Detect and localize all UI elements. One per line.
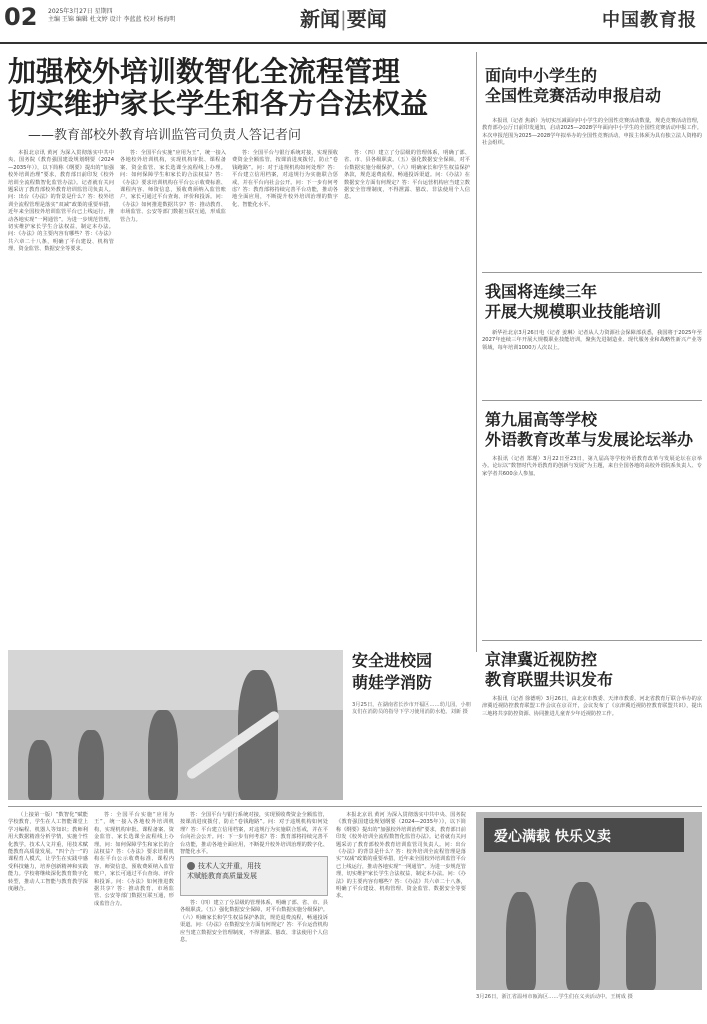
column-text: 答：全国平台实施“应用为王”，统一接入各地校外培训机构，实现机构审批、课程备案、资金监管、家长选课全流程线上办理。问：如何保障学生和家长的合法权益？答：《办法》要求培训机构在平台公示收费标准、课程内容、师资信息，预收费须纳入监管账户，家长可通过平台查询、评价和投诉。问：《办法》如何推进数据共享？答：推动教育、市场监管、公安等部门数据互联互通，形成监管合力。: [94, 812, 174, 907]
headline-line: 全国性竞赛活动申报启动: [485, 86, 662, 105]
column-text: 本报讯（记者 郑瑾）3月22日至23日，第九届高等学校外语教育改革与发展论坛在京举办。论坛以“数智时代外语教育的创新与发展”为主题，来自全国各地的高校外语院系负责人、专家学者共600余人参加。: [482, 456, 702, 477]
lead-subtitle: ——教育部校外教育培训监管司负责人答记者问: [28, 128, 302, 143]
photo-story-title: [352, 650, 432, 694]
issue-meta: [48, 8, 218, 24]
column-text: 答：全国平台与银行系统对接，实现预收费资金全额监管，按课消进度拨付，防止“卷钱跑路”。问：对于违规机构如何处理？答：平台建立信用档案，对违规行为实施联合惩戒，并在平台向社会公开。问：下一步有何考虑？答：教育部将持续完善平台功能，推动各地全面应用，不断提升校外培训治理的数字化、智能化水平。: [232, 150, 338, 208]
photo-title-line: 萌娃学消防: [352, 673, 433, 692]
pull-quote: [180, 856, 328, 896]
column-text: （上接第一版）“数智化”赋能学校教育，学生在人工智能课堂上学习编程、机器人等知识；教师利用大数据精准分析学情，实施个性化教学。技术人文并重，用技术赋能教育高质量发展。“四个合一”的课程育人模式，让学生在实践中感受科技魅力，培养创新精神和实践能力。学校将继续深化教育数字化转型，推动人工智能与教育教学深度融合。: [8, 812, 88, 893]
column-text: 本报讯（记者 徐德明）3月26日，由北京市教委、天津市教委、河北省教育厅联合举办的京津冀近视防控教育联盟工作会议在京召开，会议发布了《京津冀近视防控教育联盟共识》，提出三地将共享防控资源、协同推进儿童青少年近视防控工作。: [482, 696, 702, 717]
fire-safety-photo: [8, 650, 343, 800]
headline-line: 我国将连续三年: [485, 282, 598, 301]
article-body-myopia: [482, 696, 702, 804]
article-divider: [482, 640, 702, 641]
article-body-training: [482, 330, 702, 400]
article-headline-competition: [485, 66, 700, 106]
section-name-2: 要闻: [346, 7, 387, 31]
column-divider: [476, 52, 477, 652]
section-title: 新闻|要闻: [300, 7, 387, 31]
editor-credits: 主编 王锦 编辑 杜文婷 设计 李蓝蓝 校对 杨海明: [48, 16, 176, 23]
headline-line: 开展大规模职业技能培训: [485, 302, 662, 321]
newspaper-logo: 中国教育报: [602, 10, 697, 31]
headline-line: 面向中小学生的: [485, 66, 598, 85]
page-number: 02: [4, 3, 38, 31]
article-headline-training: [485, 282, 700, 322]
article-divider: [482, 272, 702, 273]
pull-quote-text: 术赋能教育高质量发展: [187, 872, 257, 880]
pull-quote-text: 技术人文并重，用技: [198, 862, 261, 870]
bottom-column-5: [336, 812, 466, 1017]
child-figure: [78, 730, 104, 800]
column-text: 新华社北京3月26日电（记者 姜琳）记者从人力资源社会保障部获悉，我国将于2025年至2027年连续三年开展大规模职业技能培训，聚焦先进制造业、现代服务业和战略性新兴产业等领域，每年培训1000万人次以上。: [482, 330, 702, 351]
bottom-column-3: [180, 812, 328, 856]
bottom-column-1: [8, 812, 88, 1017]
article-headline-forum: [485, 410, 700, 450]
lead-headline: [8, 56, 473, 120]
lead-column-3: [232, 150, 338, 640]
page-header: [0, 0, 707, 44]
article-body-forum: [482, 456, 702, 636]
column-text: 答：全国平台与银行系统对接，实现预收费资金全额监管，按课消进度拨付，防止“卷钱跑路”。问：对于违规机构如何处理？答：平台建立信用档案，对违规行为实施联合惩戒，并在平台向社会公开。问：下一步有何考虑？答：教育部将持续完善平台功能，推动各地全面应用，不断提升校外培训治理的数字化、智能化水平。: [180, 812, 328, 856]
child-figure: [148, 710, 178, 800]
column-text: 本报讯（记者 焦新）为切实压减面向中小学生的全国性竞赛活动数量，规范竞赛活动管理，教育部办公厅日前印发通知，启动2025—2028学年面向中小学生的全国性竞赛活动申报工作。本次申报范围为2025—2028学年拟举办的全国性竞赛活动，申报主体须为具有独立法人资格的社会组织。: [482, 118, 702, 147]
photo-background: [8, 650, 343, 710]
charity-banner: 爱心满载 快乐义卖: [484, 818, 684, 852]
column-text: 答：全国平台实施“应用为王”，统一接入各地校外培训机构，实现机构审批、课程备案、资金监管、家长选课全流程线上办理。问：如何保障学生和家长的合法权益？答：《办法》要求培训机构在平台公示收费标准、课程内容、师资信息，预收费须纳入监管账户，家长可通过平台查询、评价和投诉。问：《办法》如何推进数据共享？答：推动教育、市场监管、公安等部门数据互联互通，形成监管合力。: [120, 150, 226, 223]
headline-line: 京津冀近视防控: [485, 650, 598, 669]
headline-line: 第九届高等学校: [485, 410, 598, 429]
bottom-column-2: [94, 812, 174, 1017]
lead-column-1: [8, 150, 114, 640]
issue-date: 2025年3月27日 星期四: [48, 8, 113, 15]
column-text: 本报北京讯 黄河 为深入贯彻落实中共中央、国务院《教育强国建设规划纲要（2024—2035年）》，以下简称《纲要》提出的“加强校外培训治理”要求，教育部日前印发《校外培训全流程数智化监管办法》。记者就有关问题采访了教育部校外教育培训监管司负责人。问：出台《办法》的背景是什么？答：校外培训全流程管理是落实“双减”政策的重要举措，近年来全国校外培训监管平台已上线运行，推动各地实现“一网通管”。为进一步规范管理，切实维护家长学生合法权益，制定本办法。问：《办法》的主要内容有哪些？答：《办法》共六章二十八条，明确了平台建设、机构管理、资金监管、数据安全等要求。: [8, 150, 114, 253]
child-figure: [28, 740, 52, 800]
student-figure: [626, 902, 656, 990]
article-body-competition: [482, 118, 702, 268]
column-text: 答：（四）建立了分层级的管理体系，明确了部、省、市、县各级职责。（五）强化数据安全保障，对平台数据实施分级保护。（六）明确家长和学生权益保护条款，规范退费流程，畅通投诉渠道。问：《办法》在数据安全方面有何规定？答：平台运营机构应当建立数据安全管理制度，不得泄露、篡改、非法使用个人信息。: [344, 150, 470, 201]
article-headline-myopia: [485, 650, 700, 690]
column-text: 答：（四）建立了分层级的管理体系，明确了部、省、市、县各级职责。（五）强化数据安全保障，对平台数据实施分级保护。（六）明确家长和学生权益保护条款，规范退费流程，畅通投诉渠道。问：《办法》在数据安全方面有何规定？答：平台运营机构应当建立数据安全管理制度，不得泄露、篡改、非法使用个人信息。: [180, 900, 328, 944]
lead-headline-line2: 切实维护家长学生和各方合法权益: [8, 87, 429, 120]
lead-column-2: [120, 150, 226, 640]
pull-quote-line1: [187, 861, 321, 871]
bullet-icon: [187, 862, 195, 870]
bottom-column-4: [180, 900, 328, 1017]
student-figure: [506, 892, 536, 990]
article-divider: [482, 400, 702, 401]
column-text: 本报北京讯 黄河 为深入贯彻落实中共中央、国务院《教育强国建设规划纲要（2024—2035年）》，以下简称《纲要》提出的“加强校外培训治理”要求，教育部日前印发《校外培训全流程数智化监管办法》。记者就有关问题采访了教育部校外教育培训监管司负责人。问：出台《办法》的背景是什么？答：校外培训全流程管理是落实“双减”政策的重要举措，近年来全国校外培训监管平台已上线运行，推动各地实现“一网通管”。为进一步规范管理，切实维护家长学生合法权益，制定本办法。问：《办法》的主要内容有哪些？答：《办法》共六章二十八条，明确了平台建设、机构管理、资金监管、数据安全等要求。: [336, 812, 466, 900]
section-name: 新闻: [300, 7, 340, 31]
photo-caption: 3月25日，在湖南省长沙市开福区……幼儿园，小朋友们在消防员的指导下学习使用消防水枪。刘新 摄: [352, 702, 471, 716]
headline-line: 外语教育改革与发展论坛举办: [485, 430, 694, 449]
photo-title-line: 安全进校园: [352, 651, 433, 670]
charity-sale-photo: [476, 812, 702, 990]
lead-headline-line1: 加强校外培训数智化全流程管理: [8, 55, 401, 88]
headline-line: 教育联盟共识发布: [485, 670, 614, 689]
student-figure: [566, 882, 600, 990]
lead-column-4: [344, 150, 470, 640]
section-divider: [8, 806, 702, 807]
charity-photo-caption: 3月26日，浙江省温州市瓯海区……学生们在义卖活动中。王树成 摄: [476, 994, 633, 1000]
